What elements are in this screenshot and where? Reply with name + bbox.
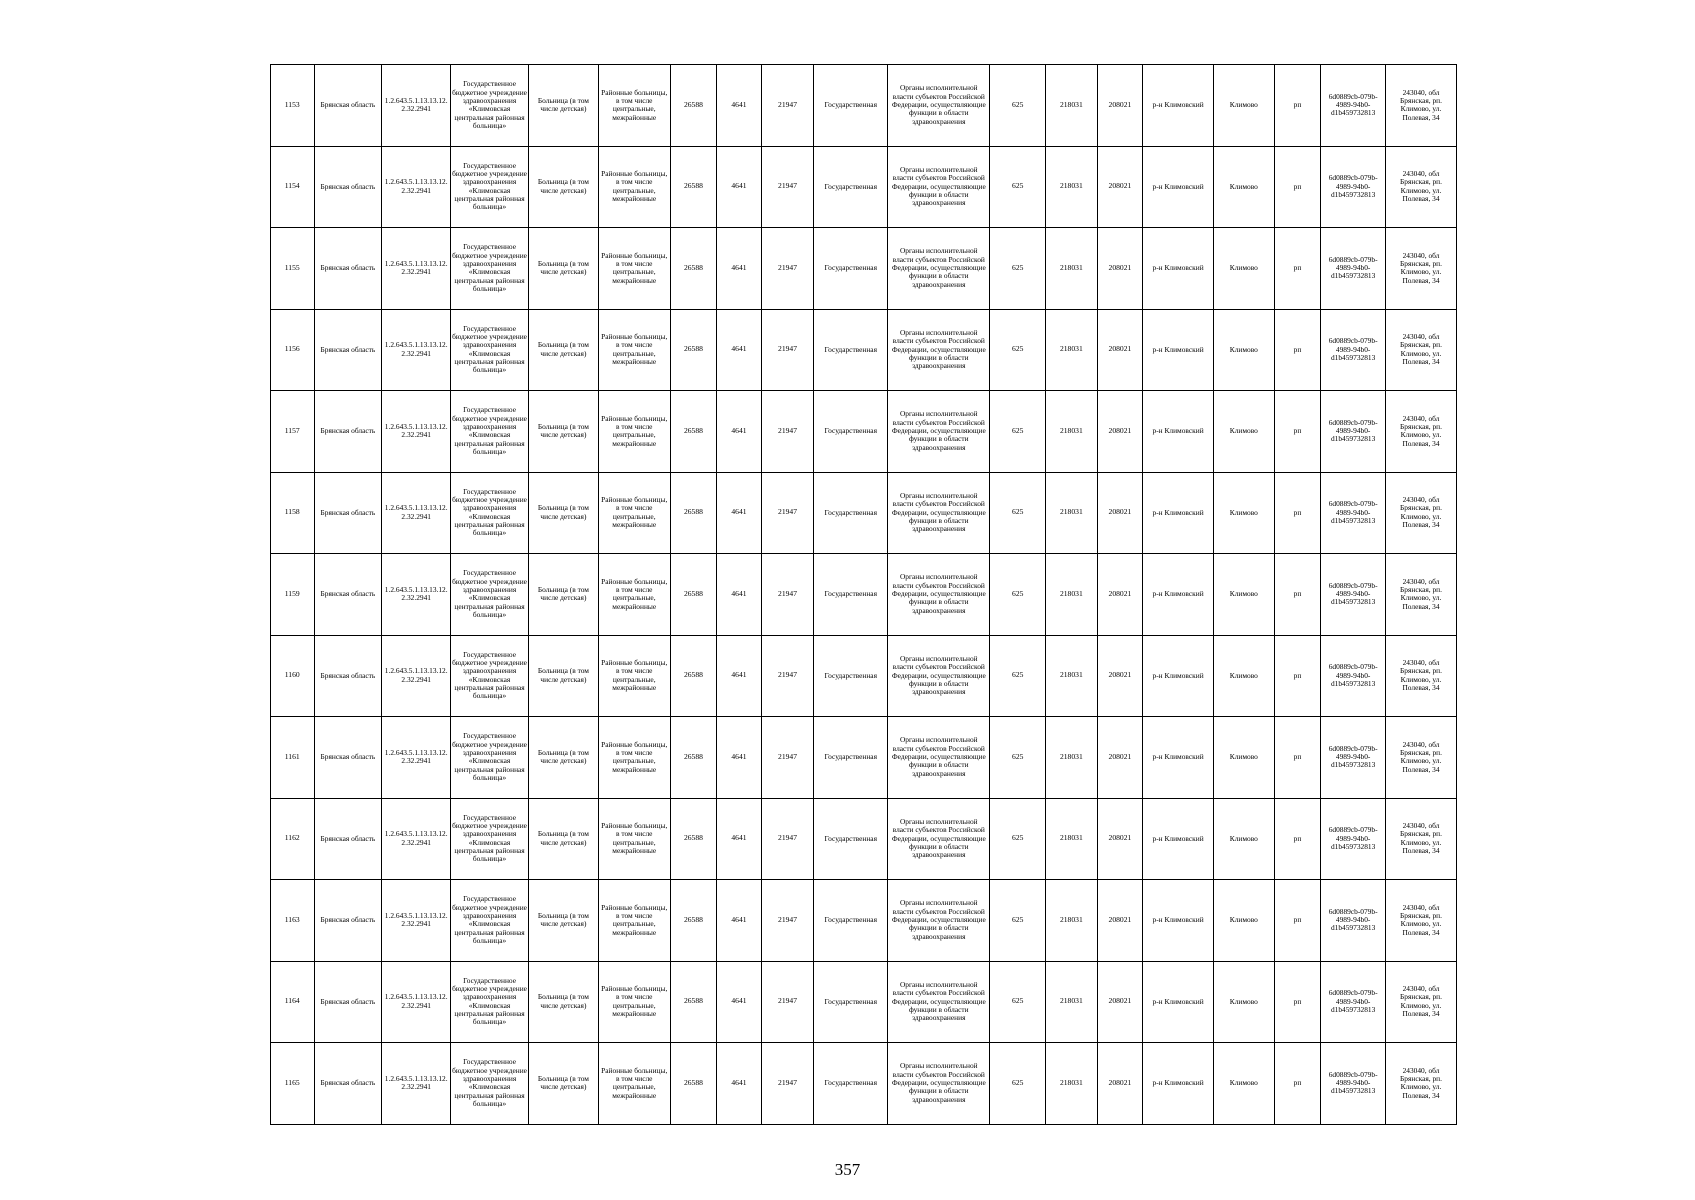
ownership-cell: Государственная [814,146,888,228]
table-row [271,391,1457,473]
oid-code-cell: 1.2.643.5.1.13.13.12.2.32.2941 [382,228,451,310]
district-cell: р-н Климовский [1143,146,1214,228]
ownership-cell: Государственная [814,472,888,554]
page-number: 357 [834,1160,861,1179]
facility-type-cell: Больница (в том числе детская) [529,391,599,473]
value-cell-5: 218031 [1046,717,1098,799]
value-cell-6: 208021 [1097,554,1143,636]
value-cell-4: 625 [990,146,1046,228]
table-row [271,961,1457,1043]
ownership-cell: Государственная [814,717,888,799]
authority-cell: Органы исполнительной власти субъектов Российской Федерации, осуществляющие функции в области здравоохранения [888,391,990,473]
value-cell-4: 625 [990,961,1046,1043]
region-cell: Брянская область [314,717,382,799]
facility-subtype-cell: Районные больницы, в том числе центральные, межрайонные [598,880,670,962]
ownership-cell: Государственная [814,1043,888,1125]
facility-type-cell: Больница (в том числе детская) [529,717,599,799]
row-number: 1155 [271,228,315,310]
authority-cell: Органы исполнительной власти субъектов Российской Федерации, осуществляющие функции в области здравоохранения [888,1043,990,1125]
value-cell-1: 26588 [670,880,717,962]
locality-cell: Климово [1214,146,1275,228]
value-cell-6: 208021 [1097,798,1143,880]
value-cell-1: 26588 [670,717,717,799]
ownership-cell: Государственная [814,309,888,391]
locality-cell: Климово [1214,635,1275,717]
facility-type-cell: Больница (в том числе детская) [529,798,599,880]
facility-type-cell: Больница (в том числе детская) [529,880,599,962]
address-cell: 243040, обл Брянская, рп. Климово, ул. Полевая, 34 [1386,228,1457,310]
locality-type-cell: рп [1274,146,1321,228]
value-cell-1: 26588 [670,635,717,717]
ownership-cell: Государственная [814,228,888,310]
organization-name-cell: Государственное бюджетное учреждение здравоохранения «Климовская центральная районная больница» [451,635,529,717]
value-cell-4: 625 [990,717,1046,799]
value-cell-6: 208021 [1097,717,1143,799]
value-cell-3: 21947 [761,472,814,554]
locality-type-cell: рп [1274,309,1321,391]
region-cell: Брянская область [314,798,382,880]
value-cell-6: 208021 [1097,391,1143,473]
uuid-cell: 6d0889cb-079b-4989-94b0-d1b459732813 [1321,1043,1386,1125]
value-cell-6: 208021 [1097,472,1143,554]
value-cell-4: 625 [990,1043,1046,1125]
uuid-cell: 6d0889cb-079b-4989-94b0-d1b459732813 [1321,391,1386,473]
locality-type-cell: рп [1274,472,1321,554]
oid-code-cell: 1.2.643.5.1.13.13.12.2.32.2941 [382,798,451,880]
ownership-cell: Государственная [814,554,888,636]
organization-name-cell: Государственное бюджетное учреждение здравоохранения «Климовская центральная районная больница» [451,554,529,636]
oid-code-cell: 1.2.643.5.1.13.13.12.2.32.2941 [382,554,451,636]
address-cell: 243040, обл Брянская, рп. Климово, ул. Полевая, 34 [1386,65,1457,147]
value-cell-5: 218031 [1046,961,1098,1043]
table-row [271,798,1457,880]
value-cell-3: 21947 [761,228,814,310]
uuid-cell: 6d0889cb-079b-4989-94b0-d1b459732813 [1321,472,1386,554]
value-cell-2: 4641 [717,309,762,391]
locality-cell: Климово [1214,391,1275,473]
value-cell-3: 21947 [761,554,814,636]
value-cell-5: 218031 [1046,880,1098,962]
locality-type-cell: рп [1274,717,1321,799]
row-number: 1157 [271,391,315,473]
value-cell-1: 26588 [670,554,717,636]
uuid-cell: 6d0889cb-079b-4989-94b0-d1b459732813 [1321,798,1386,880]
value-cell-5: 218031 [1046,1043,1098,1125]
uuid-cell: 6d0889cb-079b-4989-94b0-d1b459732813 [1321,635,1386,717]
facility-type-cell: Больница (в том числе детская) [529,65,599,147]
row-number: 1165 [271,1043,315,1125]
table-row [271,472,1457,554]
locality-type-cell: рп [1274,798,1321,880]
locality-cell: Климово [1214,717,1275,799]
region-cell: Брянская область [314,635,382,717]
value-cell-6: 208021 [1097,146,1143,228]
row-number: 1163 [271,880,315,962]
value-cell-3: 21947 [761,1043,814,1125]
value-cell-1: 26588 [670,472,717,554]
ownership-cell: Государственная [814,798,888,880]
locality-type-cell: рп [1274,1043,1321,1125]
uuid-cell: 6d0889cb-079b-4989-94b0-d1b459732813 [1321,717,1386,799]
value-cell-2: 4641 [717,65,762,147]
address-cell: 243040, обл Брянская, рп. Климово, ул. Полевая, 34 [1386,391,1457,473]
table-row [271,880,1457,962]
locality-cell: Климово [1214,554,1275,636]
value-cell-6: 208021 [1097,228,1143,310]
region-cell: Брянская область [314,65,382,147]
value-cell-2: 4641 [717,961,762,1043]
region-cell: Брянская область [314,391,382,473]
facility-subtype-cell: Районные больницы, в том числе центральные, межрайонные [598,65,670,147]
facility-subtype-cell: Районные больницы, в том числе центральные, межрайонные [598,472,670,554]
locality-cell: Климово [1214,65,1275,147]
row-number: 1160 [271,635,315,717]
value-cell-1: 26588 [670,391,717,473]
uuid-cell: 6d0889cb-079b-4989-94b0-d1b459732813 [1321,961,1386,1043]
value-cell-2: 4641 [717,880,762,962]
authority-cell: Органы исполнительной власти субъектов Российской Федерации, осуществляющие функции в области здравоохранения [888,717,990,799]
organization-name-cell: Государственное бюджетное учреждение здравоохранения «Климовская центральная районная больница» [451,961,529,1043]
region-cell: Брянская область [314,961,382,1043]
facility-type-cell: Больница (в том числе детская) [529,635,599,717]
row-number: 1159 [271,554,315,636]
organization-name-cell: Государственное бюджетное учреждение здравоохранения «Климовская центральная районная больница» [451,65,529,147]
value-cell-5: 218031 [1046,309,1098,391]
uuid-cell: 6d0889cb-079b-4989-94b0-d1b459732813 [1321,146,1386,228]
district-cell: р-н Климовский [1143,309,1214,391]
value-cell-2: 4641 [717,635,762,717]
value-cell-2: 4641 [717,1043,762,1125]
value-cell-5: 218031 [1046,228,1098,310]
address-cell: 243040, обл Брянская, рп. Климово, ул. Полевая, 34 [1386,717,1457,799]
value-cell-6: 208021 [1097,309,1143,391]
region-cell: Брянская область [314,554,382,636]
organization-name-cell: Государственное бюджетное учреждение здравоохранения «Климовская центральная районная больница» [451,228,529,310]
locality-cell: Климово [1214,472,1275,554]
table-row [271,717,1457,799]
value-cell-1: 26588 [670,1043,717,1125]
value-cell-3: 21947 [761,146,814,228]
address-cell: 243040, обл Брянская, рп. Климово, ул. Полевая, 34 [1386,1043,1457,1125]
table-row [271,309,1457,391]
authority-cell: Органы исполнительной власти субъектов Российской Федерации, осуществляющие функции в области здравоохранения [888,635,990,717]
address-cell: 243040, обл Брянская, рп. Климово, ул. Полевая, 34 [1386,635,1457,717]
value-cell-4: 625 [990,635,1046,717]
authority-cell: Органы исполнительной власти субъектов Российской Федерации, осуществляющие функции в области здравоохранения [888,472,990,554]
value-cell-6: 208021 [1097,65,1143,147]
authority-cell: Органы исполнительной власти субъектов Российской Федерации, осуществляющие функции в области здравоохранения [888,961,990,1043]
value-cell-2: 4641 [717,228,762,310]
table-row [271,228,1457,310]
district-cell: р-н Климовский [1143,472,1214,554]
facility-subtype-cell: Районные больницы, в том числе центральные, межрайонные [598,717,670,799]
locality-cell: Климово [1214,880,1275,962]
organization-name-cell: Государственное бюджетное учреждение здравоохранения «Климовская центральная районная больница» [451,391,529,473]
oid-code-cell: 1.2.643.5.1.13.13.12.2.32.2941 [382,717,451,799]
value-cell-2: 4641 [717,798,762,880]
district-cell: р-н Климовский [1143,717,1214,799]
region-cell: Брянская область [314,309,382,391]
facility-subtype-cell: Районные больницы, в том числе центральные, межрайонные [598,228,670,310]
authority-cell: Органы исполнительной власти субъектов Российской Федерации, осуществляющие функции в области здравоохранения [888,880,990,962]
value-cell-4: 625 [990,472,1046,554]
facility-subtype-cell: Районные больницы, в том числе центральные, межрайонные [598,635,670,717]
locality-type-cell: рп [1274,635,1321,717]
region-cell: Брянская область [314,146,382,228]
locality-cell: Климово [1214,228,1275,310]
district-cell: р-н Климовский [1143,635,1214,717]
district-cell: р-н Климовский [1143,65,1214,147]
value-cell-1: 26588 [670,228,717,310]
region-cell: Брянская область [314,1043,382,1125]
oid-code-cell: 1.2.643.5.1.13.13.12.2.32.2941 [382,146,451,228]
oid-code-cell: 1.2.643.5.1.13.13.12.2.32.2941 [382,65,451,147]
oid-code-cell: 1.2.643.5.1.13.13.12.2.32.2941 [382,635,451,717]
address-cell: 243040, обл Брянская, рп. Климово, ул. Полевая, 34 [1386,472,1457,554]
address-cell: 243040, обл Брянская, рп. Климово, ул. Полевая, 34 [1386,146,1457,228]
facility-subtype-cell: Районные больницы, в том числе центральные, межрайонные [598,146,670,228]
address-cell: 243040, обл Брянская, рп. Климово, ул. Полевая, 34 [1386,880,1457,962]
uuid-cell: 6d0889cb-079b-4989-94b0-d1b459732813 [1321,228,1386,310]
locality-cell: Климово [1214,961,1275,1043]
authority-cell: Органы исполнительной власти субъектов Российской Федерации, осуществляющие функции в области здравоохранения [888,554,990,636]
value-cell-2: 4641 [717,146,762,228]
district-cell: р-н Климовский [1143,1043,1214,1125]
locality-type-cell: рп [1274,880,1321,962]
region-cell: Брянская область [314,228,382,310]
ownership-cell: Государственная [814,880,888,962]
value-cell-4: 625 [990,798,1046,880]
district-cell: р-н Климовский [1143,880,1214,962]
authority-cell: Органы исполнительной власти субъектов Российской Федерации, осуществляющие функции в области здравоохранения [888,146,990,228]
locality-cell: Климово [1214,309,1275,391]
facility-type-cell: Больница (в том числе детская) [529,554,599,636]
facility-type-cell: Больница (в том числе детская) [529,1043,599,1125]
registry-table [270,64,1457,1125]
district-cell: р-н Климовский [1143,391,1214,473]
oid-code-cell: 1.2.643.5.1.13.13.12.2.32.2941 [382,880,451,962]
value-cell-6: 208021 [1097,961,1143,1043]
value-cell-3: 21947 [761,880,814,962]
organization-name-cell: Государственное бюджетное учреждение здравоохранения «Климовская центральная районная больница» [451,798,529,880]
table-row [271,146,1457,228]
facility-subtype-cell: Районные больницы, в том числе центральные, межрайонные [598,309,670,391]
table-row [271,65,1457,147]
value-cell-4: 625 [990,391,1046,473]
value-cell-1: 26588 [670,309,717,391]
locality-type-cell: рп [1274,228,1321,310]
facility-type-cell: Больница (в том числе детская) [529,472,599,554]
value-cell-3: 21947 [761,309,814,391]
value-cell-5: 218031 [1046,472,1098,554]
value-cell-3: 21947 [761,798,814,880]
value-cell-2: 4641 [717,717,762,799]
region-cell: Брянская область [314,472,382,554]
organization-name-cell: Государственное бюджетное учреждение здравоохранения «Климовская центральная районная больница» [451,309,529,391]
district-cell: р-н Климовский [1143,961,1214,1043]
ownership-cell: Государственная [814,65,888,147]
address-cell: 243040, обл Брянская, рп. Климово, ул. Полевая, 34 [1386,554,1457,636]
table-body [271,65,1457,1125]
value-cell-5: 218031 [1046,391,1098,473]
value-cell-6: 208021 [1097,1043,1143,1125]
region-cell: Брянская область [314,880,382,962]
value-cell-6: 208021 [1097,635,1143,717]
value-cell-4: 625 [990,880,1046,962]
locality-cell: Климово [1214,1043,1275,1125]
value-cell-4: 625 [990,65,1046,147]
facility-subtype-cell: Районные больницы, в том числе центральные, межрайонные [598,391,670,473]
ownership-cell: Государственная [814,635,888,717]
authority-cell: Органы исполнительной власти субъектов Российской Федерации, осуществляющие функции в области здравоохранения [888,228,990,310]
value-cell-2: 4641 [717,391,762,473]
facility-subtype-cell: Районные больницы, в том числе центральные, межрайонные [598,961,670,1043]
value-cell-6: 208021 [1097,880,1143,962]
facility-type-cell: Больница (в том числе детская) [529,228,599,310]
value-cell-4: 625 [990,309,1046,391]
ownership-cell: Государственная [814,961,888,1043]
value-cell-3: 21947 [761,961,814,1043]
facility-subtype-cell: Районные больницы, в том числе центральные, межрайонные [598,798,670,880]
locality-type-cell: рп [1274,65,1321,147]
row-number: 1161 [271,717,315,799]
facility-type-cell: Больница (в том числе детская) [529,961,599,1043]
value-cell-5: 218031 [1046,554,1098,636]
district-cell: р-н Климовский [1143,228,1214,310]
facility-subtype-cell: Районные больницы, в том числе центральные, межрайонные [598,1043,670,1125]
value-cell-2: 4641 [717,554,762,636]
locality-type-cell: рп [1274,554,1321,636]
organization-name-cell: Государственное бюджетное учреждение здравоохранения «Климовская центральная районная больница» [451,1043,529,1125]
uuid-cell: 6d0889cb-079b-4989-94b0-d1b459732813 [1321,554,1386,636]
uuid-cell: 6d0889cb-079b-4989-94b0-d1b459732813 [1321,309,1386,391]
table-row [271,554,1457,636]
value-cell-5: 218031 [1046,635,1098,717]
value-cell-4: 625 [990,228,1046,310]
address-cell: 243040, обл Брянская, рп. Климово, ул. Полевая, 34 [1386,309,1457,391]
organization-name-cell: Государственное бюджетное учреждение здравоохранения «Климовская центральная районная больница» [451,717,529,799]
address-cell: 243040, обл Брянская, рп. Климово, ул. Полевая, 34 [1386,798,1457,880]
locality-cell: Климово [1214,798,1275,880]
value-cell-5: 218031 [1046,798,1098,880]
facility-subtype-cell: Районные больницы, в том числе центральные, межрайонные [598,554,670,636]
oid-code-cell: 1.2.643.5.1.13.13.12.2.32.2941 [382,309,451,391]
uuid-cell: 6d0889cb-079b-4989-94b0-d1b459732813 [1321,880,1386,962]
locality-type-cell: рп [1274,391,1321,473]
value-cell-1: 26588 [670,146,717,228]
oid-code-cell: 1.2.643.5.1.13.13.12.2.32.2941 [382,391,451,473]
locality-type-cell: рп [1274,961,1321,1043]
ownership-cell: Государственная [814,391,888,473]
row-number: 1158 [271,472,315,554]
row-number: 1164 [271,961,315,1043]
value-cell-1: 26588 [670,961,717,1043]
row-number: 1162 [271,798,315,880]
value-cell-5: 218031 [1046,146,1098,228]
district-cell: р-н Климовский [1143,554,1214,636]
value-cell-2: 4641 [717,472,762,554]
table-row [271,635,1457,717]
facility-type-cell: Больница (в том числе детская) [529,309,599,391]
authority-cell: Органы исполнительной власти субъектов Российской Федерации, осуществляющие функции в области здравоохранения [888,65,990,147]
address-cell: 243040, обл Брянская, рп. Климово, ул. Полевая, 34 [1386,961,1457,1043]
organization-name-cell: Государственное бюджетное учреждение здравоохранения «Климовская центральная районная больница» [451,472,529,554]
value-cell-3: 21947 [761,635,814,717]
value-cell-1: 26588 [670,798,717,880]
table-row [271,1043,1457,1125]
value-cell-5: 218031 [1046,65,1098,147]
authority-cell: Органы исполнительной власти субъектов Российской Федерации, осуществляющие функции в области здравоохранения [888,798,990,880]
value-cell-3: 21947 [761,65,814,147]
district-cell: р-н Климовский [1143,798,1214,880]
organization-name-cell: Государственное бюджетное учреждение здравоохранения «Климовская центральная районная больница» [451,880,529,962]
organization-name-cell: Государственное бюджетное учреждение здравоохранения «Климовская центральная районная больница» [451,146,529,228]
facility-type-cell: Больница (в том числе детская) [529,146,599,228]
uuid-cell: 6d0889cb-079b-4989-94b0-d1b459732813 [1321,65,1386,147]
oid-code-cell: 1.2.643.5.1.13.13.12.2.32.2941 [382,1043,451,1125]
oid-code-cell: 1.2.643.5.1.13.13.12.2.32.2941 [382,961,451,1043]
row-number: 1154 [271,146,315,228]
value-cell-4: 625 [990,554,1046,636]
row-number: 1153 [271,65,315,147]
row-number: 1156 [271,309,315,391]
value-cell-3: 21947 [761,391,814,473]
value-cell-1: 26588 [670,65,717,147]
authority-cell: Органы исполнительной власти субъектов Российской Федерации, осуществляющие функции в области здравоохранения [888,309,990,391]
oid-code-cell: 1.2.643.5.1.13.13.12.2.32.2941 [382,472,451,554]
value-cell-3: 21947 [761,717,814,799]
